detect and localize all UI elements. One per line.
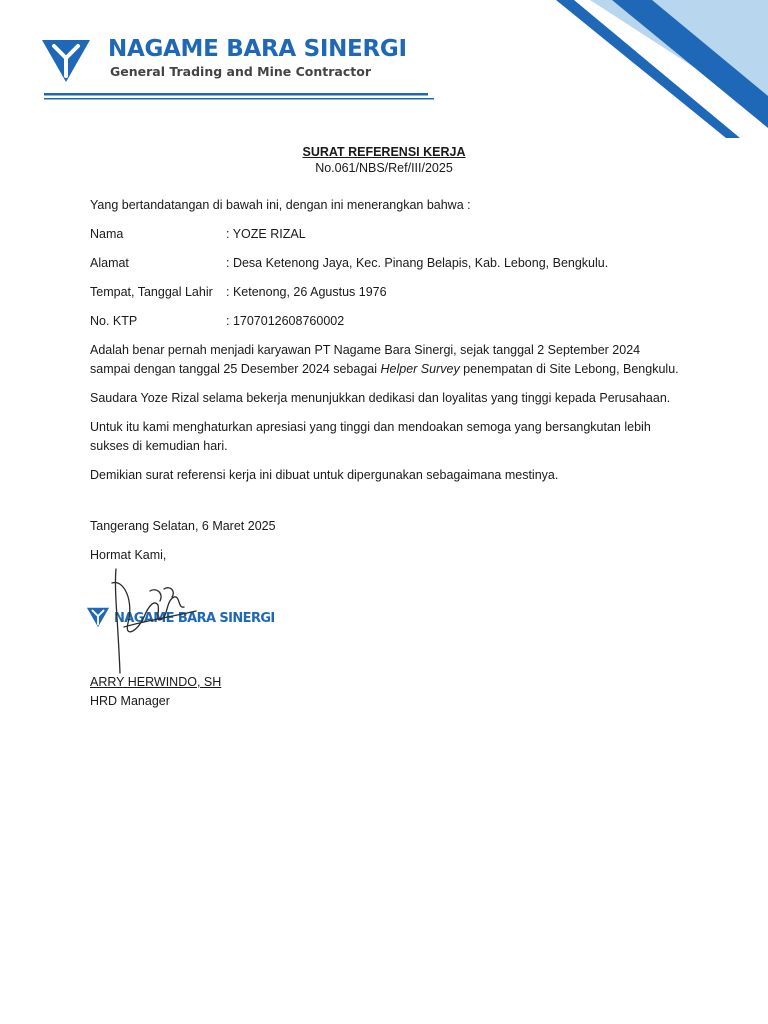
- employment-line-2a: sampai dengan tanggal 25 Desember 2024 sebagai: [90, 362, 381, 376]
- document-title: SURAT REFERENSI KERJA: [302, 145, 466, 159]
- appreciation-line-1: Untuk itu kami menghaturkan apresiasi yang tinggi dan mendoakan semoga yang bersangkutan lebih: [90, 420, 651, 434]
- position-title: Helper Survey: [380, 362, 460, 376]
- dedication-paragraph: Saudara Yoze Rizal selama bekerja menunjukkan dedikasi dan loyalitas yang tinggi kepada Perusahaan.: [90, 391, 671, 405]
- closing-paragraph: Demikian surat referensi kerja ini dibuat untuk dipergunakan sebagaimana mestinya.: [90, 468, 559, 482]
- letter-body: [90, 196, 690, 711]
- field-label: No. KTP: [90, 314, 138, 328]
- company-tagline: General Trading and Mine Contractor: [110, 64, 371, 79]
- signer-name: ARRY HERWINDO, SH: [90, 675, 222, 689]
- intro-text: Yang bertandatangan di bawah ini, dengan ini menerangkan bahwa :: [90, 198, 471, 212]
- field-value: : YOZE RIZAL: [226, 227, 306, 241]
- field-row-ttl: [90, 283, 690, 312]
- header-divider: [44, 92, 434, 102]
- stamp-company-name: NAGAME BARA SINERGI: [114, 611, 275, 626]
- field-row-alamat: [90, 254, 690, 283]
- document-number: No.061/NBS/Ref/III/2025: [315, 161, 453, 175]
- place-date: Tangerang Selatan, 6 Maret 2025: [90, 519, 276, 533]
- appreciation-line-2: sukses di kemudian hari.: [90, 439, 228, 453]
- field-label: Alamat: [90, 256, 129, 270]
- signer-role: HRD Manager: [90, 694, 170, 708]
- field-row-nama: [90, 225, 690, 254]
- company-logo-icon: [40, 36, 92, 84]
- field-row-ktp: [90, 312, 690, 341]
- appreciation-paragraph: [90, 418, 690, 456]
- employment-line-2b: penempatan di Site Lebong, Bengkulu.: [459, 362, 679, 376]
- company-name: NAGAME BARA SINERGI: [108, 36, 407, 62]
- closing-salutation: Hormat Kami,: [90, 548, 167, 562]
- field-value: : Ketenong, 26 Agustus 1976: [226, 285, 387, 299]
- employment-line-1: Adalah benar pernah menjadi karyawan PT Nagame Bara Sinergi, sejak tanggal 2 September 2024: [90, 343, 641, 357]
- field-label: Nama: [90, 227, 124, 241]
- title-block: [0, 144, 768, 176]
- field-value: : 1707012608760002: [226, 314, 345, 328]
- field-label: Tempat, Tanggal Lahir: [90, 285, 213, 299]
- handwritten-signature: [104, 561, 214, 679]
- field-value: : Desa Ketenong Jaya, Kec. Pinang Belapis, Kab. Lebong, Bengkulu.: [226, 256, 609, 270]
- signature-area: [90, 565, 690, 673]
- employment-paragraph: [90, 341, 690, 379]
